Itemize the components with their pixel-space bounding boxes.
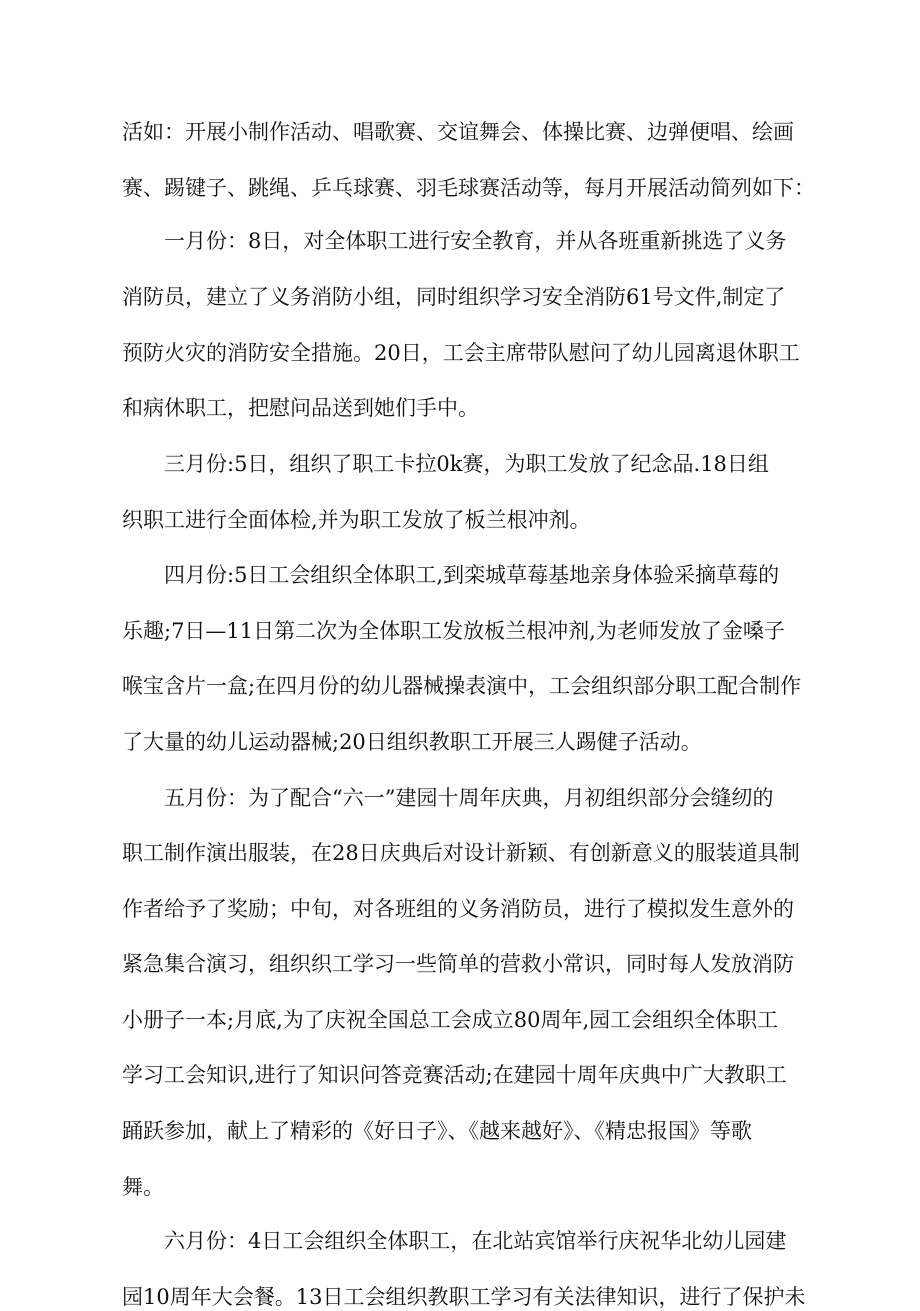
text-line: 织职工进行全面体检,并为职工发放了板兰根冲剂。 xyxy=(122,508,591,532)
text-line: 预防火灾的消防安全措施。20日，工会主席带队慰问了幼儿园离退休职工 xyxy=(122,341,800,365)
text-line: 一月份：8日，对全体职工进行安全教育，并从各班重新挑选了义务 xyxy=(164,229,787,253)
text-line: 喉宝含片一盒;在四月份的幼儿器械操表演中，工会组织部分职工配合制作 xyxy=(122,674,802,698)
text-line: 四月份:5日工会组织全体职工,到栾城草莓基地亲身体验采摘草莓的 xyxy=(164,563,780,587)
text-line: 活如：开展小制作活动、唱歌赛、交谊舞会、体操比赛、边弹便唱、绘画 xyxy=(122,120,794,144)
text-line: 舞。 xyxy=(122,1175,164,1199)
text-line: 作者给予了奖励；中旬，对各班组的义务消防员，进行了模拟发生意外的 xyxy=(122,897,794,921)
text-line: 三月份:5日，组织了职工卡拉0k赛，为职工发放了纪念品.18日组 xyxy=(164,452,769,476)
text-line: 和病休职工，把慰问品送到她们手中。 xyxy=(122,396,479,420)
text-line: 了大量的幼儿运动器械;20日组织教职工开展三人踢健子活动。 xyxy=(122,730,702,754)
text-line: 六月份：4日工会组织全体职工，在北站宾馆举行庆祝华北幼儿园建 xyxy=(164,1229,787,1253)
text-line: 赛、踢键子、跳绳、乒乓球赛、羽毛球赛活动等，每月开展活动简列如下： xyxy=(122,176,815,200)
text-line: 学习工会知识,进行了知识问答竞赛活动;在建园十周年庆典中广大教职工 xyxy=(122,1063,787,1087)
text-line: 紧急集合演习，组织织工学习一些简单的营救小常识，同时每人发放消防 xyxy=(122,952,794,976)
text-line: 五月份：为了配合“六一”建园十周年庆典，月初组织部分会缝纫的 xyxy=(164,786,774,810)
text-line: 消防员，建立了义务消防小组，同时组织学习安全消防61号文件,制定了 xyxy=(122,285,786,309)
text-line: 踊跃参加，献上了精彩的《好日子》、《越来越好》、《精忠报国》等歌 xyxy=(122,1119,752,1143)
text-line: 职工制作演出服装，在28日庆典后对设计新颖、有创新意义的服装道具制 xyxy=(122,841,800,865)
text-line: 园10周年大会餐。13日工会组织教职工学习有关法律知识，进行了保护未 xyxy=(122,1285,806,1309)
text-line: 乐趣;7日—11日第二次为全体职工发放板兰根冲剂,为老师发放了金嗓子 xyxy=(122,619,785,643)
text-line: 小册子一本;月底,为了庆祝全国总工会成立80周年,园工会组织全体职工 xyxy=(122,1008,779,1032)
